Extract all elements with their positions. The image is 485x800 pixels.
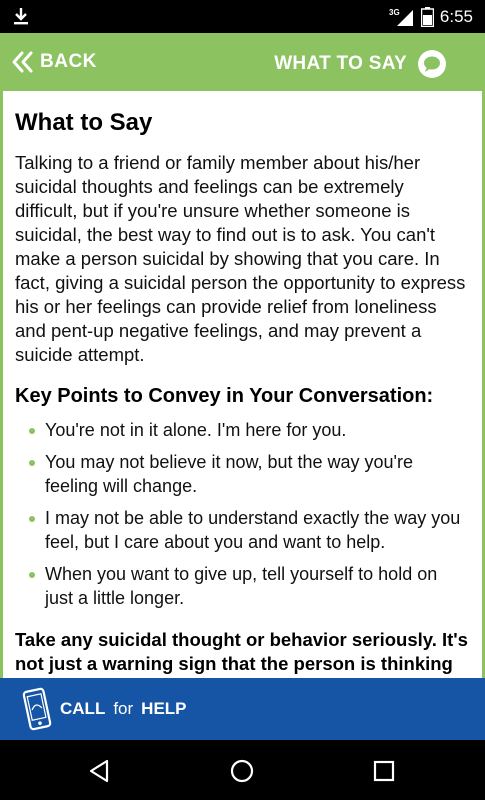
list-item — [27, 450, 470, 498]
back-label: BACK — [40, 51, 97, 72]
recents-icon[interactable] — [369, 756, 399, 786]
list-item-text: I may not be able to understand exactly the way you feel, but I care about you and want to help. — [45, 508, 461, 552]
list-item — [27, 562, 470, 610]
download-icon — [10, 5, 32, 27]
home-icon[interactable] — [227, 756, 257, 786]
call-label: CALL — [60, 699, 106, 718]
list-item-text: When you want to give up, tell yourself to hold on just a little longer. — [45, 564, 438, 608]
list-item — [27, 418, 470, 442]
speech-bubble-icon — [417, 49, 447, 79]
bullet-icon — [29, 516, 35, 522]
signal-icon — [389, 7, 415, 27]
bullet-icon — [29, 460, 35, 466]
bullet-icon — [29, 572, 35, 578]
intro-paragraph: Talking to a friend or family member about his/her suicidal thoughts and feelings can be extremely difficult, but if you're unsure whether someone is suicidal, the best way to find out is to ask. You can't make a person suicidal by showing that you care. In fact, giving a suicidal person the opportunity to express his or her feelings can provide relief from loneliness and pent-up negative feelings, and may prevent a suicide attempt. — [15, 152, 466, 365]
double-chevron-left-icon — [10, 49, 36, 75]
call-for-help-bar — [0, 678, 485, 740]
status-bar — [0, 0, 485, 33]
page-title: WHAT TO SAY — [274, 53, 407, 74]
phone-icon — [22, 687, 52, 731]
bullet-icon — [29, 428, 35, 434]
title-area — [274, 49, 447, 79]
network-type-label: 3G — [388, 8, 400, 17]
app-bar — [0, 33, 485, 91]
back-icon[interactable] — [85, 756, 115, 786]
navigation-bar — [0, 740, 485, 800]
back-button[interactable] — [10, 47, 97, 77]
clock: 6:55 — [439, 7, 473, 26]
list-item-text: You're not in it alone. I'm here for you. — [45, 420, 347, 440]
content-area[interactable] — [0, 91, 485, 678]
warning-paragraph: Take any suicidal thought or behavior seriously. It's not just a warning sign that the person is thinking — [15, 629, 468, 674]
section-heading: What to Say — [15, 109, 153, 136]
battery-icon — [421, 7, 434, 27]
list-item — [27, 506, 470, 554]
for-label: for — [113, 699, 134, 718]
help-label: HELP — [141, 699, 187, 718]
key-points-list — [15, 418, 470, 610]
key-points-heading: Key Points to Convey in Your Conversation: — [15, 385, 434, 407]
list-item-text: You may not believe it now, but the way you're feeling will change. — [45, 452, 413, 496]
call-for-help-button[interactable] — [22, 687, 187, 731]
